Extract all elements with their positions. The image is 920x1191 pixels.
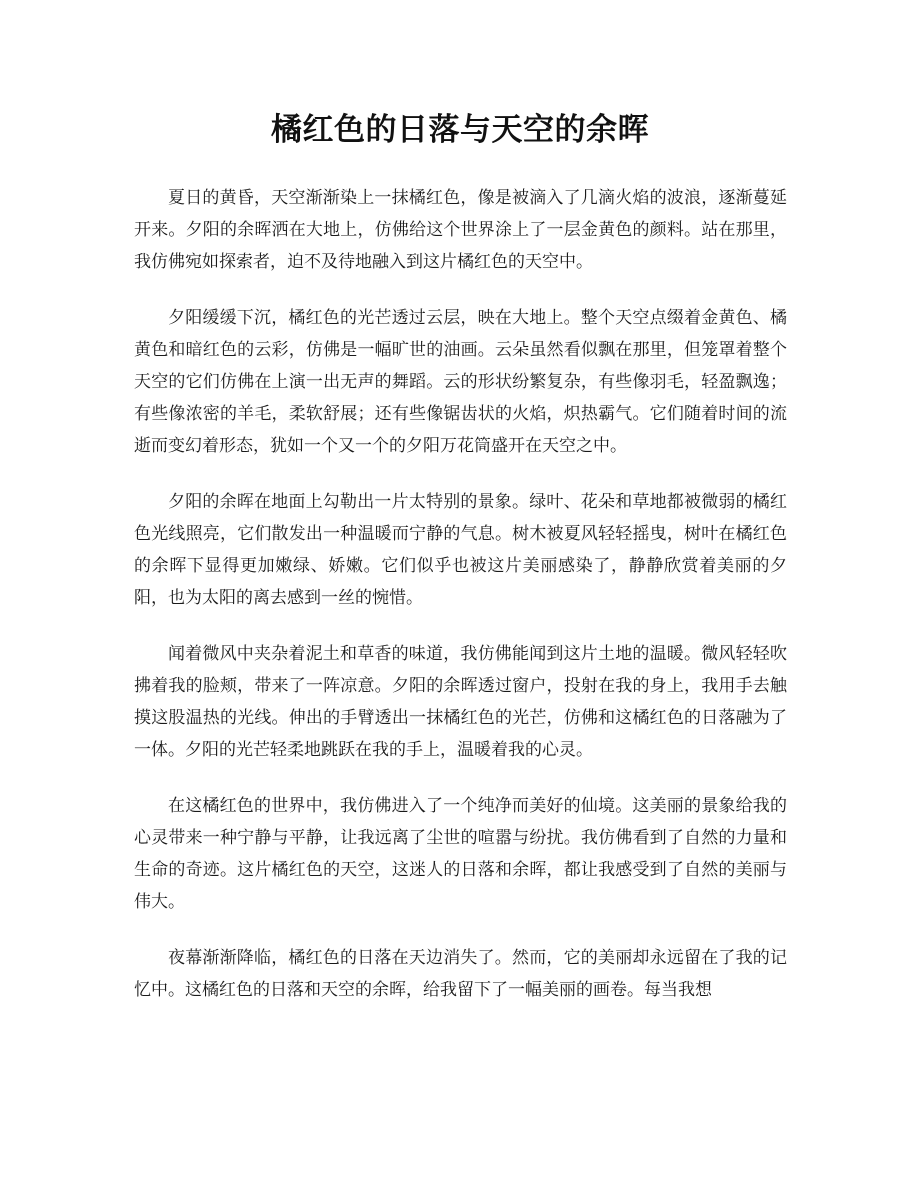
paragraph-3: 夕阳的余晖在地面上勾勒出一片太特别的景象。绿叶、花朵和草地都被微弱的橘红色光线照亮，它们散发出一种温暖而宁静的气息。树木被夏风轻轻摇曳，树叶在橘红色的余晖下显得更加嫩绿、娇嫩。它们似乎也被这片美丽感染了，静静欣赏着美丽的夕阳，也为太阳的离去感到一丝的惋惜。 xyxy=(134,492,787,608)
document-title: 橘红色的日落与天空的余晖 xyxy=(271,112,649,148)
paragraph-1: 夏日的黄昏，天空渐渐染上一抹橘红色，像是被滴入了几滴火焰的波浪，逐渐蔓延开来。夕阳的余晖洒在大地上，仿佛给这个世界涂上了一层金黄色的颜料。站在那里，我仿佛宛如探索者，迫不及待地融入到这片橘红色的天空中。 xyxy=(134,188,787,272)
paragraph-5: 在这橘红色的世界中，我仿佛进入了一个纯净而美好的仙境。这美丽的景象给我的心灵带来一种宁静与平静，让我远离了尘世的喧嚣与纷扰。我仿佛看到了自然的力量和生命的奇迹。这片橘红色的天空，这迷人的日落和余晖，都让我感受到了自然的美丽与伟大。 xyxy=(134,796,787,912)
document-body xyxy=(134,182,787,1030)
paragraph-4: 闻着微风中夹杂着泥土和草香的味道，我仿佛能闻到这片土地的温暖。微风轻轻吹拂着我的脸颊，带来了一阵凉意。夕阳的余晖透过窗户，投射在我的身上，我用手去触摸这股温热的光线。伸出的手臂透出一抹橘红色的光芒，仿佛和这橘红色的日落融为了一体。夕阳的光芒轻柔地跳跃在我的手上，温暖着我的心灵。 xyxy=(134,644,787,760)
paragraph-2: 夕阳缓缓下沉，橘红色的光芒透过云层，映在大地上。整个天空点缀着金黄色、橘黄色和暗红色的云彩，仿佛是一幅旷世的油画。云朵虽然看似飘在那里，但笼罩着整个天空的它们仿佛在上演一出无声的舞蹈。云的形状纷繁复杂，有些像羽毛，轻盈飘逸；有些像浓密的羊毛，柔软舒展；还有些像锯齿状的火焰，炽热霸气。它们随着时间的流逝而变幻着形态，犹如一个又一个的夕阳万花筒盛开在天空之中。 xyxy=(134,308,787,456)
paragraph-6: 夜幕渐渐降临，橘红色的日落在天边消失了。然而，它的美丽却永远留在了我的记忆中。这橘红色的日落和天空的余晖，给我留下了一幅美丽的画卷。每当我想 xyxy=(134,948,787,1000)
